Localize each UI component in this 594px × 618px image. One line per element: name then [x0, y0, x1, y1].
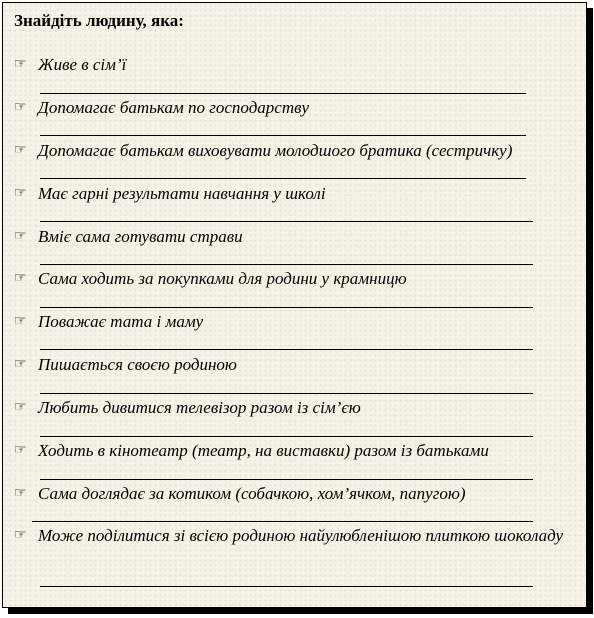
list-item [14, 312, 569, 332]
pointing-hand-icon: ☞ [14, 271, 27, 286]
list-item [14, 526, 569, 546]
list-item [14, 227, 569, 247]
list-item [14, 55, 569, 75]
list-item [14, 184, 569, 204]
pointing-hand-icon: ☞ [14, 528, 27, 543]
list-item [14, 398, 569, 418]
pointing-hand-icon: ☞ [14, 486, 27, 501]
answer-line [40, 436, 533, 437]
list-item [14, 269, 569, 289]
list-item [14, 355, 569, 375]
answer-line [40, 93, 526, 94]
list-item-text: Живе в сім’ї [38, 55, 127, 74]
pointing-hand-icon: ☞ [14, 357, 27, 372]
answer-line [32, 521, 533, 522]
list-item [14, 98, 569, 118]
list-item-text: Ходить в кінотеатр (театр, на виставки) разом із батьками [38, 441, 489, 460]
pointing-hand-icon: ☞ [14, 229, 27, 244]
list-item [14, 141, 569, 161]
pointing-hand-icon: ☞ [14, 100, 27, 115]
list-item-text: Пишається своєю родиною [38, 355, 237, 374]
list-item-text: Має гарні результати навчання у школі [38, 184, 326, 203]
list-item-text: Сама доглядає за котиком (собачкою, хом’ячком, папугою) [38, 484, 466, 503]
answer-line [40, 307, 533, 308]
list-item-text: Може поділитися зі всією родиною найулюбленішою плиткою шоколаду [38, 526, 564, 545]
answer-line [40, 586, 533, 587]
answer-line [40, 264, 533, 265]
answer-line [40, 479, 533, 480]
answer-line [40, 221, 533, 222]
pointing-hand-icon: ☞ [14, 186, 27, 201]
pointing-hand-icon: ☞ [14, 143, 27, 158]
list-item [14, 441, 569, 461]
answer-line [40, 349, 533, 350]
list-item-text: Вміє сама готувати страви [38, 227, 243, 246]
pointing-hand-icon: ☞ [14, 57, 27, 72]
list-item-text: Сама ходить за покупками для родини у крамницю [38, 269, 407, 288]
pointing-hand-icon: ☞ [14, 400, 27, 415]
list-item-text: Поважає тата і маму [38, 312, 204, 331]
pointing-hand-icon: ☞ [14, 314, 27, 329]
list-item-text: Допомагає батькам по господарству [38, 98, 310, 117]
answer-line [40, 393, 533, 394]
answer-line [40, 135, 526, 136]
list-item [14, 484, 569, 504]
list-item-text: Допомагає батькам виховувати молодшого братика (сестричку) [38, 141, 513, 160]
answer-line [40, 178, 526, 179]
pointing-hand-icon: ☞ [14, 443, 27, 458]
worksheet-title: Знайдіть людину, яка: [14, 11, 184, 30]
worksheet-card [2, 2, 587, 608]
list-item-text: Любить дивитися телевізор разом із сім’єю [38, 398, 361, 417]
